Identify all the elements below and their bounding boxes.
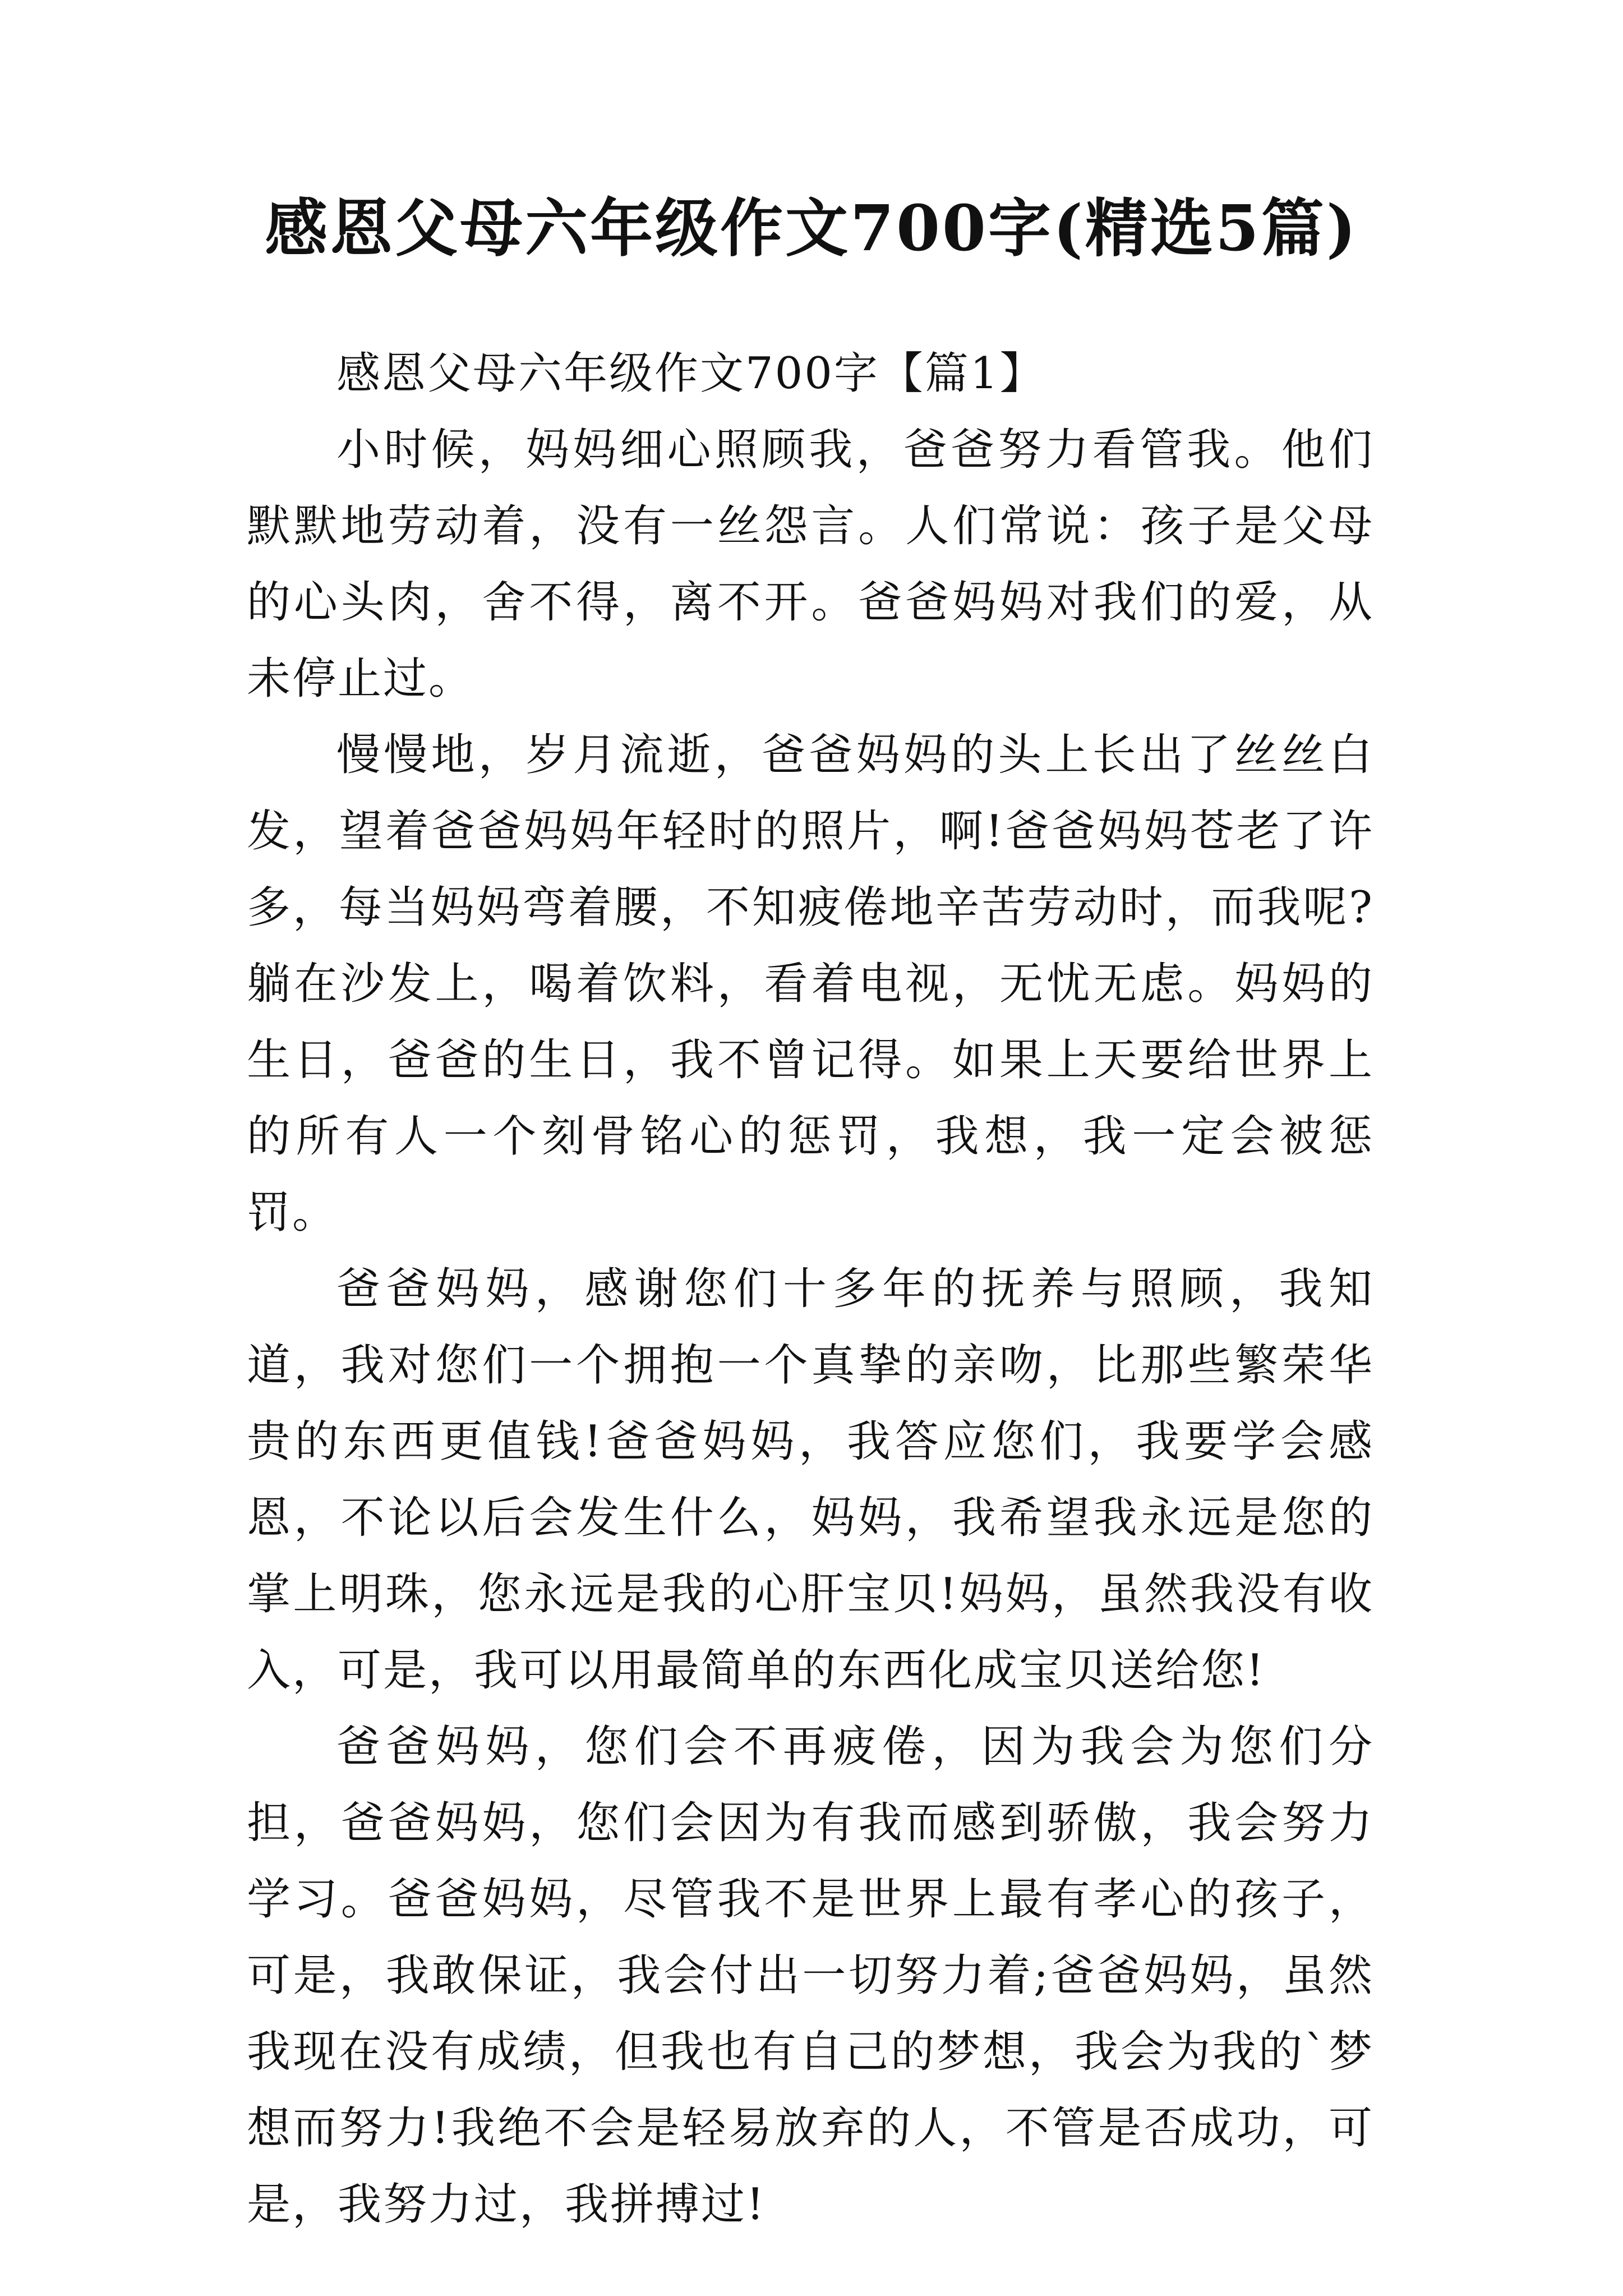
section-heading: 感恩父母六年级作文700字【篇1】 (336, 348, 1045, 399)
document-body (247, 335, 1374, 2243)
paragraph-3: 爸爸妈妈，感谢您们十多年的抚养与照顾，我知道，我对您们一个拥抱一个真挚的亲吻，比那些繁荣华贵的东西更值钱!爸爸妈妈，我答应您们，我要学会感恩，不论以后会发生什么，妈妈，我希望我永远是您的掌上明珠，您永远是我的心肝宝贝!妈妈，虽然我没有收入，可是，我可以用最简单的东西化成宝贝送给您! (247, 1264, 1374, 1696)
document-title: 感恩父母六年级作文700字(精选5篇) (265, 192, 1358, 265)
paragraph-1: 小时候，妈妈细心照顾我，爸爸努力看管我。他们默默地劳动着，没有一丝怨言。人们常说：孩子是父母的心头肉，舍不得，离不开。爸爸妈妈对我们的爱，从未停止过。 (247, 425, 1374, 704)
paragraph-2: 慢慢地，岁月流逝，爸爸妈妈的头上长出了丝丝白发，望着爸爸妈妈年轻时的照片，啊!爸爸妈妈苍老了许多，每当妈妈弯着腰，不知疲倦地辛苦劳动时，而我呢?躺在沙发上，喝着饮料，看着电视，无忧无虑。妈妈的生日，爸爸的生日，我不曾记得。如果上天要给世界上的所有人一个刻骨铭心的惩罚，我想，我一定会被惩罚。 (247, 730, 1374, 1238)
paragraph-4: 爸爸妈妈，您们会不再疲倦，因为我会为您们分担，爸爸妈妈，您们会因为有我而感到骄傲，我会努力学习。爸爸妈妈，尽管我不是世界上最有孝心的孩子，可是，我敢保证，我会付出一切努力着;爸爸妈妈，虽然我现在没有成绩，但我也有自己的梦想，我会为我的`梦想而努力!我绝不会是轻易放弃的人，不管是否成功，可是，我努力过，我拼搏过! (247, 1722, 1374, 2230)
